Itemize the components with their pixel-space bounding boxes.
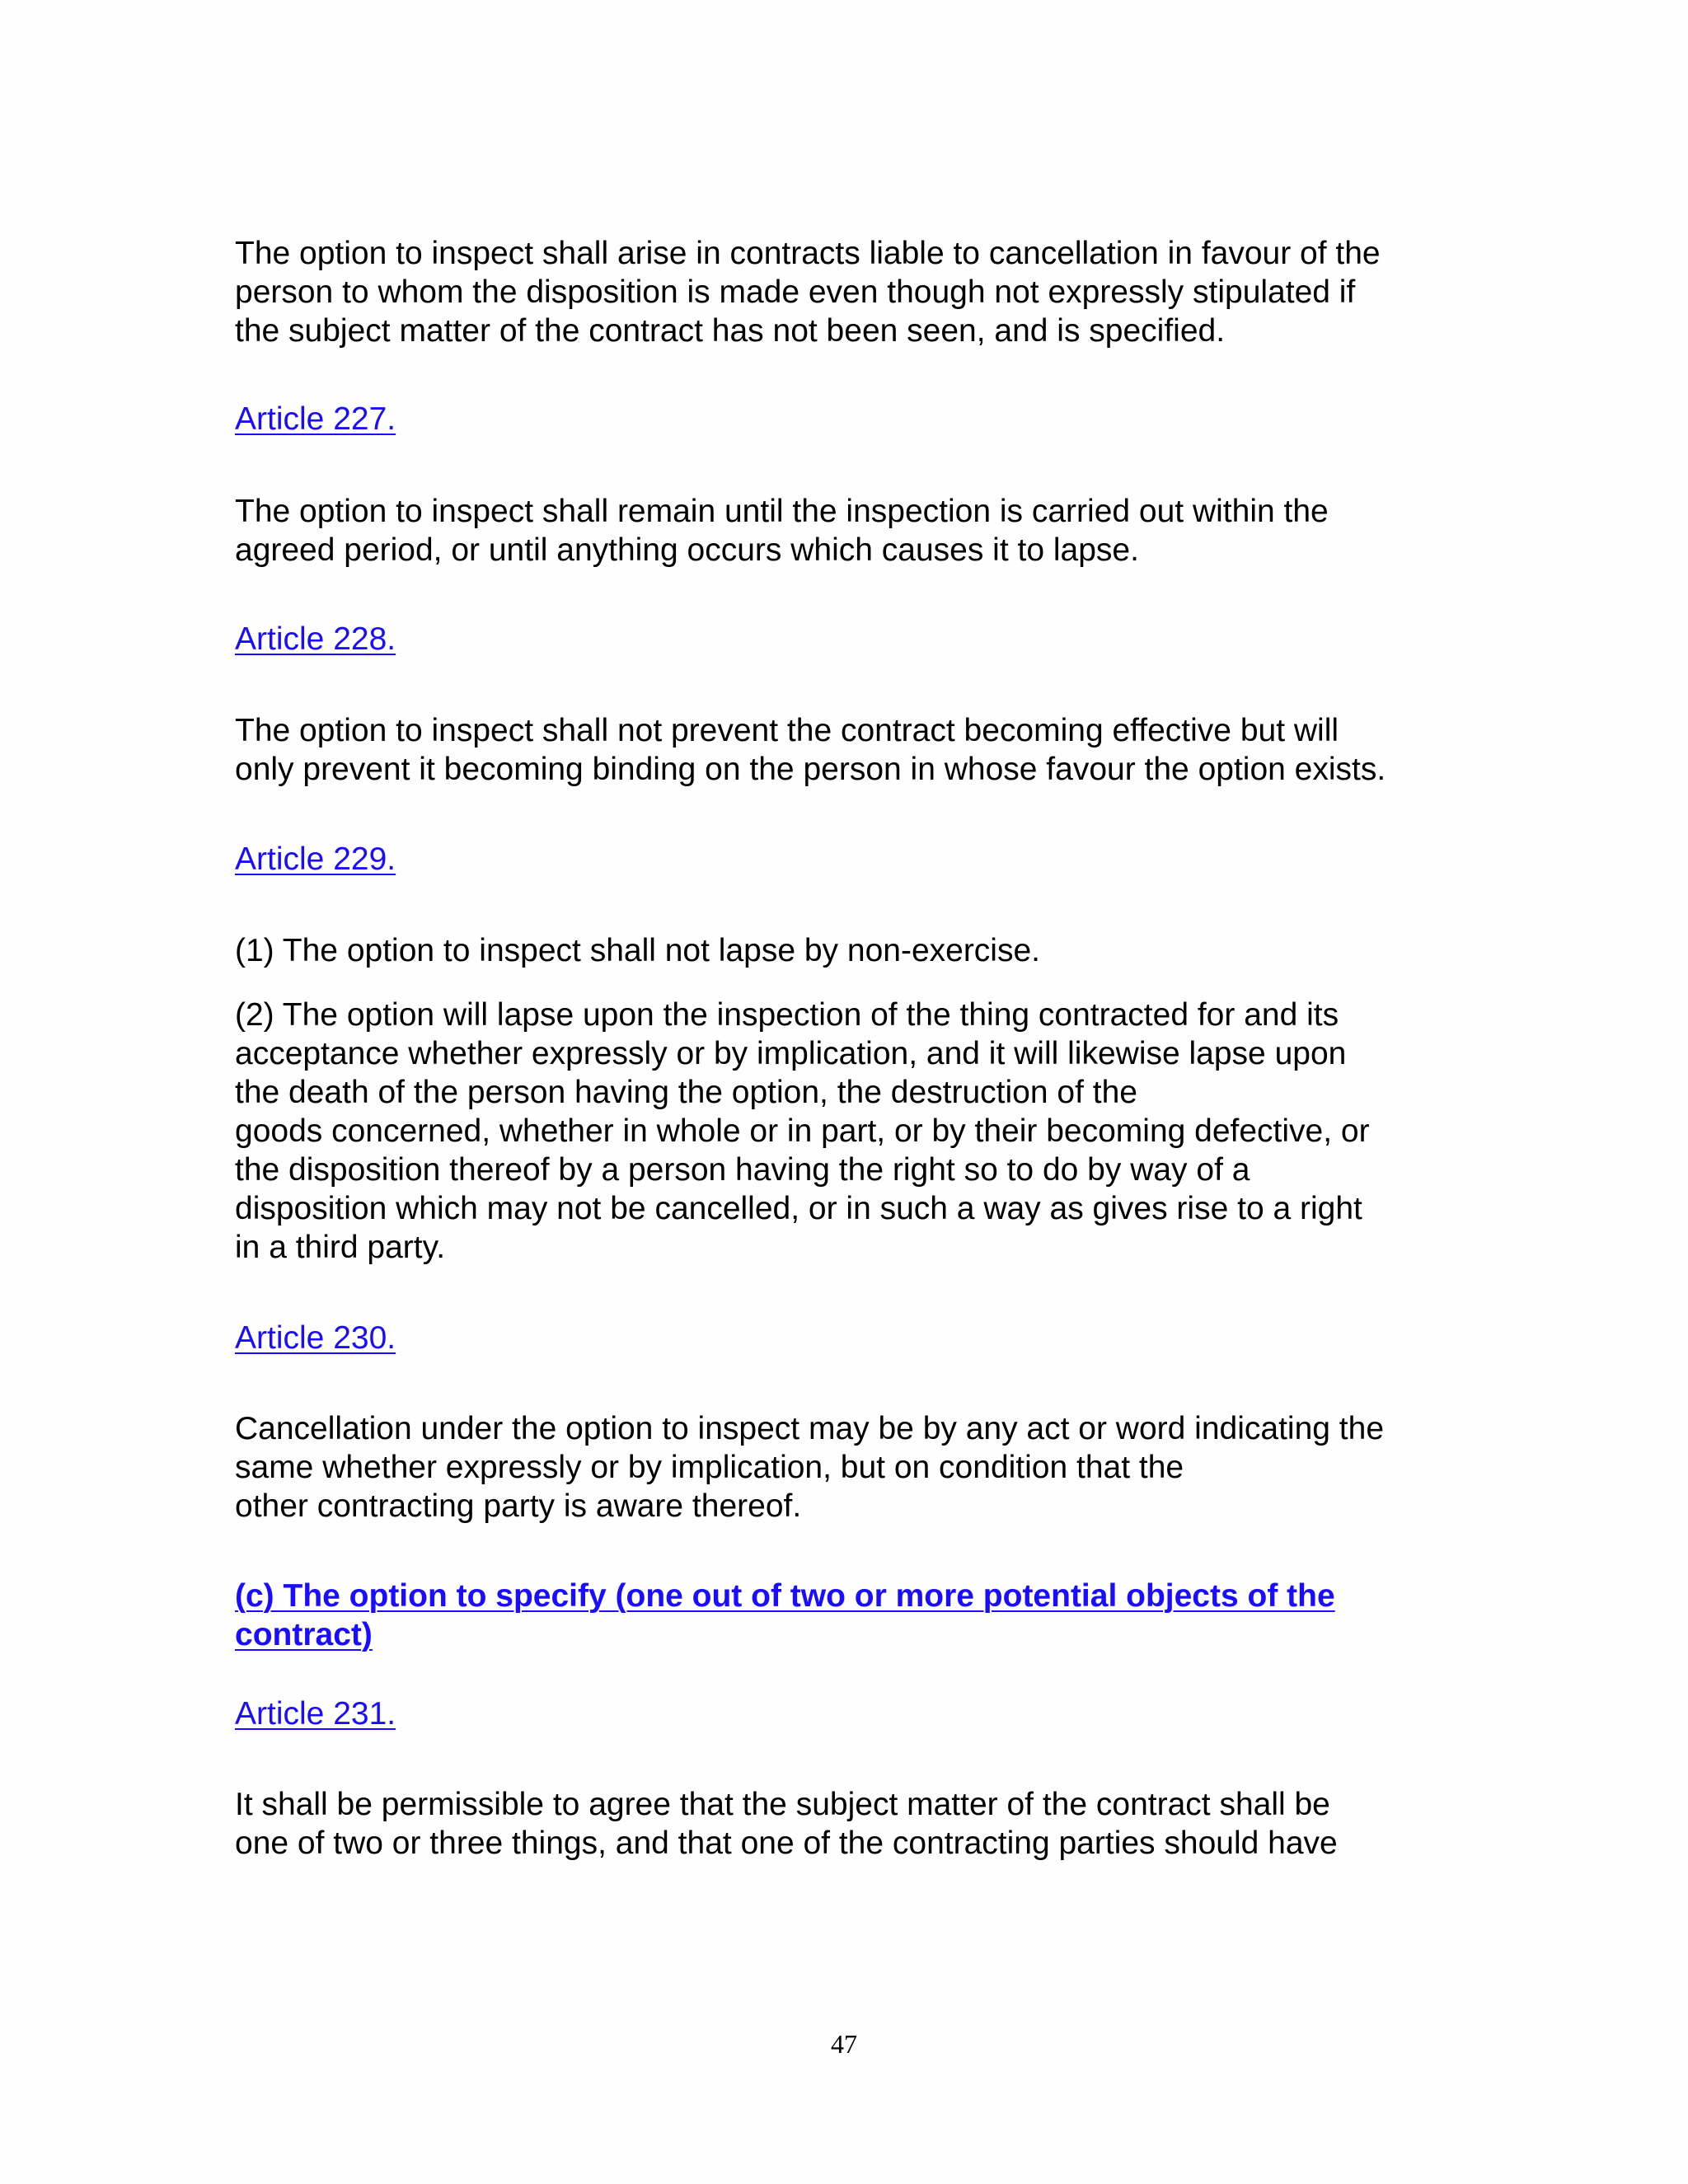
article-229-link[interactable]: Article 229.: [235, 841, 396, 877]
paragraph-article-231: It shall be permissible to agree that the subject matter of the contract shall be one of two or three things, and that one of the contracting parties should have: [235, 1787, 1338, 1861]
page-number: 47: [831, 2029, 857, 2059]
article-228-link[interactable]: Article 228.: [235, 621, 396, 657]
paragraph-article-230: Cancellation under the option to inspect may be by any act or word indicating the same whether expressly or by implication, but on condition that the other contracting party is aware thereof.: [235, 1411, 1385, 1524]
paragraph-article-229-clause-1: (1) The option to inspect shall not lapse by non-exercise.: [235, 933, 1040, 968]
section-c-heading-link[interactable]: (c) The option to specify (one out of two or more potential objects of the contract): [235, 1578, 1335, 1652]
paragraph-article-229-clause-2: (2) The option will lapse upon the inspection of the thing contracted for and its acceptance whether expressly or by implication, and it will likewise lapse upon the death of the person having the option, the destruction of the goods concerned, whether in whole or in part, or by their becoming defective, or the disposition thereof by a person having the right so to do by way of a disposition which may not be cancelled, or in such a way as gives rise to a right in a third party.: [235, 997, 1370, 1265]
paragraph-article-227: The option to inspect shall remain until the inspection is carried out within the agreed period, or until anything occurs which causes it to lapse.: [235, 494, 1329, 568]
paragraph-article-226-continuation: The option to inspect shall arise in contracts liable to cancellation in favour of the person to whom the disposition is made even though not expressly stipulated if the subject matter of the contract has not been seen, and is specified.: [235, 236, 1381, 349]
article-230-link[interactable]: Article 230.: [235, 1320, 396, 1356]
article-227-link[interactable]: Article 227.: [235, 401, 396, 437]
paragraph-article-228: The option to inspect shall not prevent the contract becoming effective but will only prevent it becoming binding on the person in whose favour the option exists.: [235, 713, 1386, 787]
article-231-link[interactable]: Article 231.: [235, 1696, 396, 1732]
